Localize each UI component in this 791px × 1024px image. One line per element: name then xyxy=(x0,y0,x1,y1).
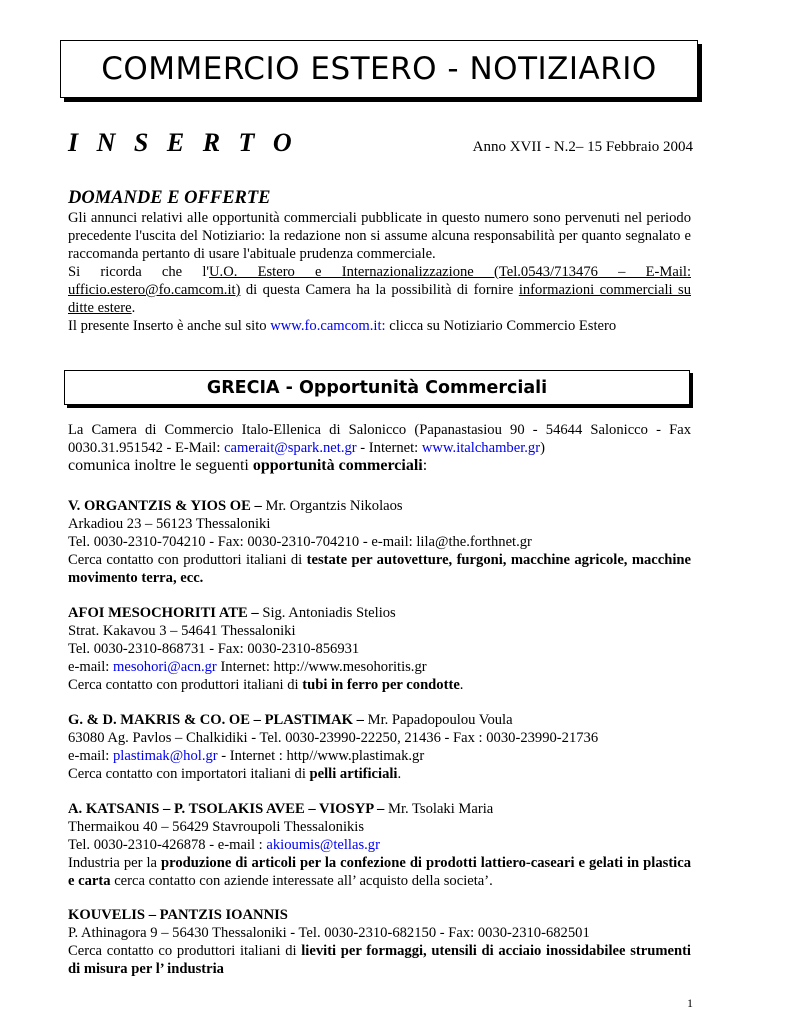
viosyp-email-link[interactable]: akioumis@tellas.gr xyxy=(266,837,380,853)
issue-date: Anno XVII - N.2– 15 Febbraio 2004 xyxy=(472,139,693,155)
entry-viosyp: A. KATSANIS – P. TSOLAKIS AVEE – VIOSYP – Mr. Tsolaki Maria Thermaikou 40 – 56429 Stavroupoli Thessalonikis Tel. 0030-2310-426878 - e-mail : akioumis@tellas.gr Industria per la produzione di articoli per la confezione di prodotti lattiero-caseari e gelati in plastica e carta cerca contatto con aziende interessate all’ acquisto della societa’. xyxy=(68,801,692,889)
entry-plastimak: G. & D. MAKRIS & CO. OE – PLASTIMAK – Mr. Papadopoulou Voula 63080 Ag. Pavlos – Chalkidiki - Tel. 0030-23990-22250, 21436 - Fax : 0030-23990-21736 e-mail: plastimak@hol.gr - Internet : http//www.plastimak.gr Cerca contatto con importatori italiani di pelli artificiali. xyxy=(68,712,599,782)
intro-paragraph-3: Il presente Inserto è anche sul sito www.fo.camcom.it: clicca su Notiziario Commercio Estero xyxy=(68,318,617,334)
masthead-title: COMMERCIO ESTERO - NOTIZIARIO xyxy=(101,51,657,87)
entry-kouvelis: KOUVELIS – PANTZIS IOANNIS P. Athinagora 9 – 56430 Thessaloniki - Tel. 0030-2310-682150 - Fax: 0030-2310-682501 Cerca contatto co produttori italiani di lieviti per formaggi, utensili di acciaio inossidabilee strumenti di misura per l’ industria xyxy=(68,907,691,977)
intro-paragraph-1: Gli annunci relativi alle opportunità commerciali pubblicate in questo numero sono pervenuti nel periodo precedente l'uscita del Notiziario: la redazione non si assume alcuna responsabilità per quanto segnalato e raccomanda pertanto di usare l'abituale prudenza commerciale. xyxy=(68,210,691,262)
uo-estero-link[interactable]: U.O. Estero e Internazionalizzazione (Tel.0543/713476 – E-Mail: ufficio.estero@fo.camcom.it) xyxy=(68,264,691,298)
intro-paragraph-2: Si ricorda che l'U.O. Estero e Internazionalizzazione (Tel.0543/713476 – E-Mail: ufficio.estero@fo.camcom.it) di questa Camera ha la possibilità di fornire informazioni commerciali su ditte estere. xyxy=(68,264,691,316)
section-title: DOMANDE E OFFERTE xyxy=(68,188,271,208)
camera-web-link[interactable]: www.italchamber.gr xyxy=(421,440,541,456)
entry-organtzis: V. ORGANTZIS & YIOS OE – Mr. Organtzis Nikolaos Arkadiou 23 – 56123 Thessaloniki Tel. 0030-2310-704210 - Fax: 0030-2310-704210 - e-mail: lila@the.forthnet.gr Cerca contatto con produttori italiani di testate per autovetture, furgoni, macchine agricole, macchine movimento terra, ecc. xyxy=(68,498,691,586)
masthead-box xyxy=(60,40,698,98)
info-commerciali-link[interactable]: informazioni commerciali su ditte estere xyxy=(68,282,691,316)
grecia-box xyxy=(64,370,690,405)
camera-info: La Camera di Commercio Italo-Ellenica di Salonicco (Papanastasiou 90 - 54644 Salonicco - Fax 0030.31.951542 - E-Mail: camerait@spark.net.gr - Internet: www.italchamber.gr) comunica inoltre le seguenti opportunità commerciali: xyxy=(68,422,691,474)
page-number: 1 xyxy=(687,996,693,1010)
mesohori-email-link[interactable]: mesohori@acn.gr xyxy=(112,659,217,675)
inserto-title: I N S E R T O xyxy=(68,128,298,157)
camera-email-link[interactable]: camerait@spark.net.gr xyxy=(224,440,357,456)
site-link[interactable]: www.fo.camcom.it: xyxy=(270,318,386,334)
plastimak-email-link[interactable]: plastimak@hol.gr xyxy=(112,748,218,764)
entry-mesochoriti: AFOI MESOCHORITI ATE – Sig. Antoniadis Stelios Strat. Kakavou 3 – 54641 Thessaloniki Tel. 0030-2310-868731 - Fax: 0030-2310-856931 e-mail: mesohori@acn.gr Internet: http://www.mesohoritis.gr Cerca contatto con produttori italiani di tubi in ferro per condotte. xyxy=(68,605,464,693)
grecia-title: GRECIA - Opportunità Commerciali xyxy=(206,377,548,398)
intro-text xyxy=(68,209,691,335)
